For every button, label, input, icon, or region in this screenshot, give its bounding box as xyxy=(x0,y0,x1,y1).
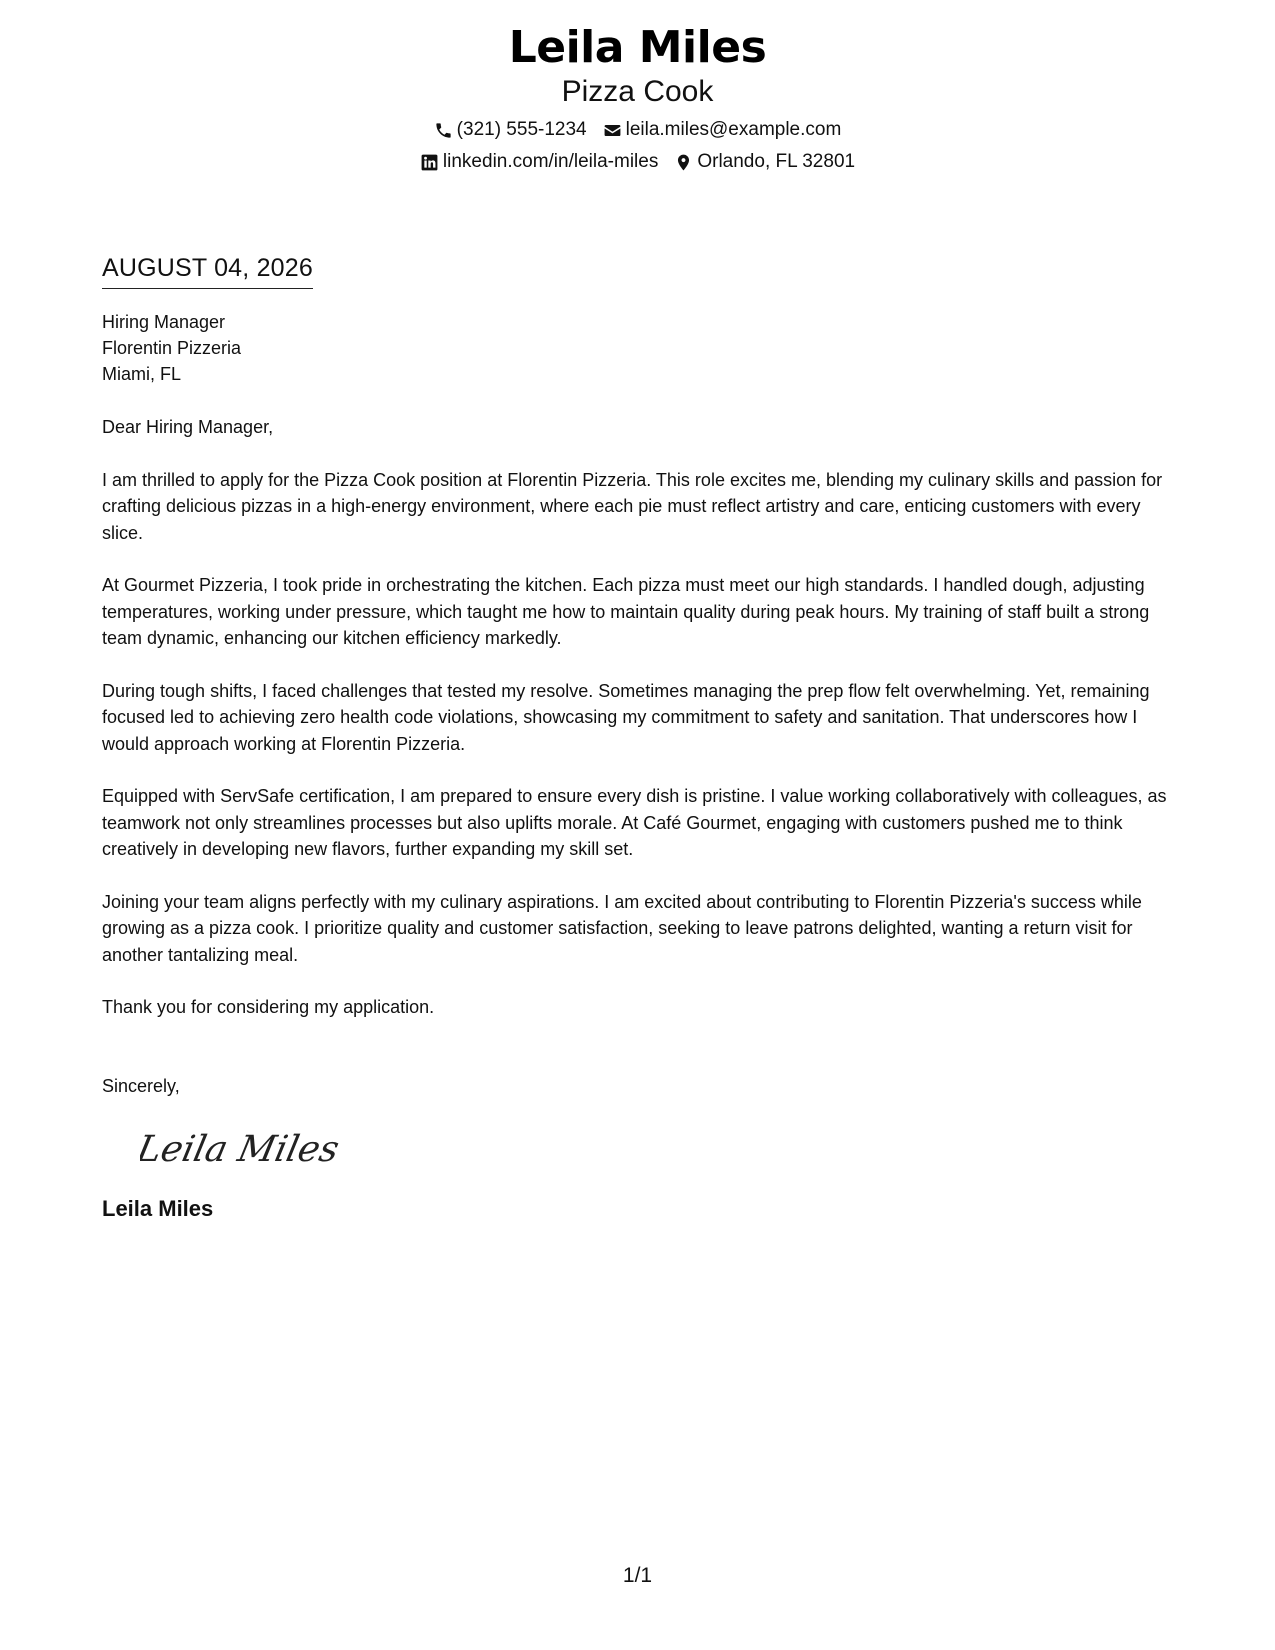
map-pin-icon xyxy=(674,153,693,172)
recipient-line: Hiring Manager xyxy=(102,312,226,332)
letter-body xyxy=(102,252,1177,1223)
body-paragraph: Thank you for considering my application. xyxy=(102,997,435,1017)
body-paragraph: During tough shifts, I faced challenges that tested my resolve. Sometimes managing the prep flow felt overwhelming. Yet, remaining focused led to achieving zero health code violations, showcasing my commitment to safety and sanitation. That underscores how I would approach working at Florentin Pizzeria. xyxy=(102,680,1150,754)
signed-name: Leila Miles xyxy=(102,1195,214,1221)
body-paragraph: At Gourmet Pizzeria, I took pride in orchestrating the kitchen. Each pizza must meet our high standards. I handled dough, adjusting temperatures, working under pressure, which taught me how to maintain quality during peak hours. My training of staff built a strong team dynamic, enhancing our kitchen efficiency markedly. xyxy=(102,575,1150,648)
envelope-icon xyxy=(603,121,622,140)
applicant-title: Pizza Cook xyxy=(561,75,714,108)
phone-icon xyxy=(434,121,453,140)
phone-number: (321) 555-1234 xyxy=(456,119,587,140)
linkedin-url: linkedin.com/in/leila-miles xyxy=(442,151,659,172)
signature-text: Leila Miles xyxy=(140,1127,343,1170)
contact-phone xyxy=(434,119,587,141)
email-address: leila.miles@example.com xyxy=(625,119,842,140)
body-paragraph: Joining your team aligns perfectly with my culinary aspirations. I am excited about contributing to Florentin Pizzeria's success while growing as a pizza cook. I prioritize quality and customer satisfaction, seeking to leave patrons delighted, wanting a return visit for another tantalizing meal. xyxy=(102,891,1142,965)
body-paragraph: I am thrilled to apply for the Pizza Cook position at Florentin Pizzeria. This role excites me, blending my culinary skills and passion for crafting delicious pizzas in a high-energy environment, where each pie must reflect artistry and care, enticing customers with every slice. xyxy=(102,469,1163,543)
letter-header xyxy=(0,22,1275,173)
contact-linkedin xyxy=(420,151,658,173)
linkedin-icon xyxy=(420,153,439,172)
recipient-block xyxy=(102,309,1177,387)
contact-email xyxy=(603,119,842,141)
handwritten-signature xyxy=(140,1119,360,1179)
contact-row-primary xyxy=(0,119,1275,141)
body-paragraph: Equipped with ServSafe certification, I am prepared to ensure every dish is pristine. I value working collaboratively with colleagues, as teamwork not only streamlines processes but also uplifts morale. At Café Gourmet, engaging with customers pushed me to think creatively in developing new flavors, further expanding my skill set. xyxy=(102,786,1167,859)
recipient-line: Florentin Pizzeria xyxy=(102,338,242,358)
contact-location xyxy=(674,151,855,173)
page-number: 1/1 xyxy=(622,1564,653,1587)
location-text: Orlando, FL 32801 xyxy=(697,151,856,172)
recipient-line: Miami, FL xyxy=(102,364,182,384)
contact-row-secondary xyxy=(0,151,1275,173)
closing: Sincerely, xyxy=(102,1075,180,1096)
salutation: Dear Hiring Manager, xyxy=(102,417,274,437)
applicant-name: Leila Miles xyxy=(508,22,767,73)
letter-date: AUGUST 04, 2026 xyxy=(102,252,313,289)
